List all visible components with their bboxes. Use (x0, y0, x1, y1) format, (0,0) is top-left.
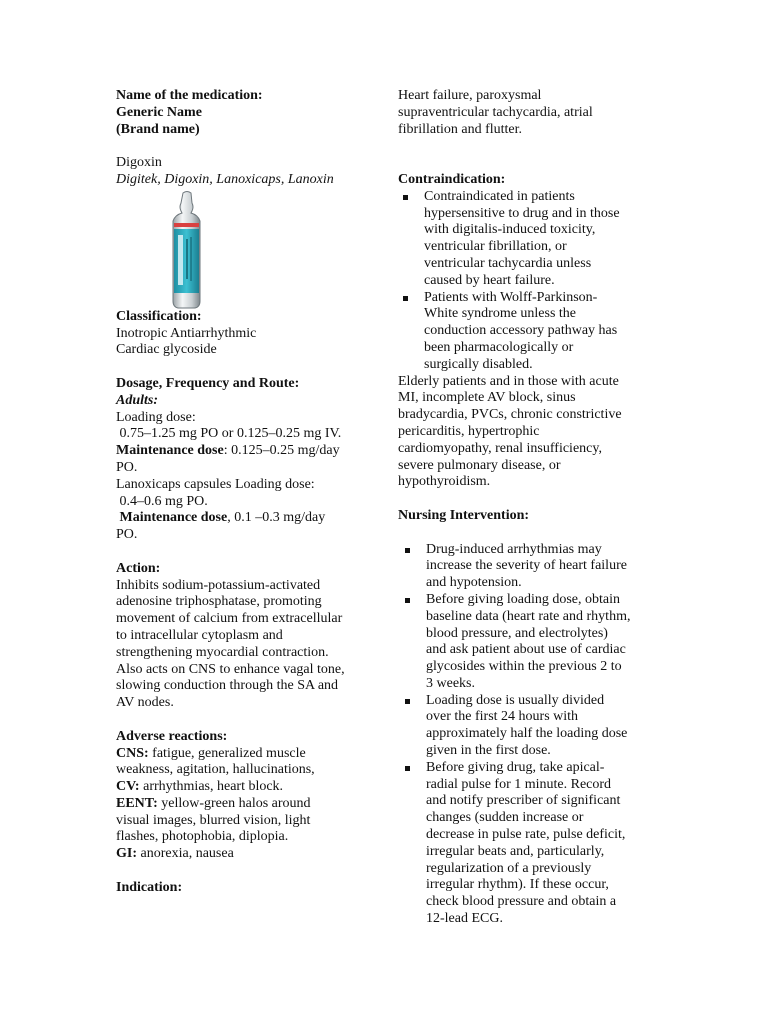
header-name-of-medication: Name of the medication: (116, 88, 263, 103)
contraindication-text: bradycardia, PVCs, chronic constrictive (398, 407, 622, 423)
eent-label: EENT: (116, 795, 158, 811)
contraindication-list (398, 189, 660, 374)
generic-name-value: Digoxin (116, 155, 162, 171)
list-item-line: Before giving loading dose, obtain (426, 591, 621, 607)
cns-text-cont: weakness, agitation, hallucinations, (116, 762, 315, 778)
list-item-line: Contraindicated in patients (424, 188, 575, 204)
list-item (398, 760, 660, 928)
list-item-line: Before giving drug, take apical- (426, 759, 605, 775)
list-item-line: and ask patient about use of cardiac (426, 642, 626, 658)
indication-text: supraventricular tachycardia, atrial (398, 104, 593, 120)
classification-line: Cardiac glycoside (116, 342, 217, 358)
action-line: strengthening myocardial contraction. (116, 644, 329, 660)
adverse-heading: Adverse reactions: (116, 728, 228, 744)
list-item-line: 12-lead ECG. (426, 911, 503, 927)
nursing-heading: Nursing Intervention: (398, 507, 530, 523)
cns-text: fatigue, generalized muscle (148, 745, 306, 761)
action-line: Also acts on CNS to enhance vagal tone, (116, 661, 345, 677)
maintenance-dose-2-value: , 0.1 –0.3 mg/day (227, 510, 326, 526)
list-item-line: hypersensitive to drug and in those (424, 205, 620, 221)
list-item-line: Patients with Wolff-Parkinson- (424, 289, 598, 305)
list-item-line: increase the severity of heart failure (426, 558, 627, 574)
contraindication-text: severe pulmonary disease, or (398, 457, 561, 473)
right-column (398, 88, 660, 928)
left-column (116, 88, 378, 897)
list-item-line: White syndrome unless the (424, 306, 577, 322)
contraindication-text: hypothyroidism. (398, 474, 491, 490)
header-brand-name: (Brand name) (116, 121, 200, 137)
list-item-line: blood pressure, and electrolytes) (426, 625, 608, 641)
action-line: to intracellular cytoplasm and (116, 627, 283, 643)
indication-text: Heart failure, paroxysmal (398, 88, 542, 103)
cns-label: CNS: (116, 745, 149, 761)
list-item-line: caused by heart failure. (424, 272, 555, 288)
gi-text: anorexia, nausea (137, 846, 234, 862)
nursing-list (398, 542, 660, 928)
list-item-line: and notify prescriber of significant (426, 793, 621, 809)
cv-label: CV: (116, 779, 140, 795)
contraindication-heading: Contraindication: (398, 171, 506, 187)
contraindication-text: Elderly patients and in those with acute (398, 373, 619, 389)
list-item-line: with digitalis-induced toxicity, (424, 222, 596, 238)
list-item-line: over the first 24 hours with (426, 709, 579, 725)
list-item-line: Drug-induced arrhythmias may (426, 541, 602, 557)
list-item (398, 290, 660, 374)
loading-dose-value: 0.75–1.25 mg PO or 0.125–0.25 mg IV. (116, 426, 342, 442)
indication-heading: Indication: (116, 879, 183, 895)
list-item-line: ventricular tachycardia unless (424, 255, 592, 271)
list-item-line: regularization of a previously (426, 860, 592, 876)
eent-text-cont: visual images, blurred vision, light (116, 812, 311, 828)
list-item-line: been pharmacologically or (424, 339, 574, 355)
classification-line: Inotropic Antiarrhythmic (116, 325, 257, 341)
ampoule-icon (116, 189, 378, 309)
list-item-line: approximately half the loading dose (426, 726, 628, 742)
lanoxicaps-value: 0.4–0.6 mg PO. (116, 493, 208, 509)
maintenance-dose-2-label: Maintenance dose (116, 510, 228, 526)
eent-text: yellow-green halos around (157, 795, 311, 811)
cv-text: arrhythmias, heart block. (139, 779, 284, 795)
indication-text: fibrillation and flutter. (398, 121, 523, 137)
list-item-line: irregular beats and, particularly, (426, 843, 605, 859)
list-item-line: conduction accessory pathway has (424, 323, 618, 339)
list-item (398, 189, 660, 290)
action-line: adenosine triphosphatase, promoting (116, 594, 322, 610)
gi-label: GI: (116, 846, 137, 862)
list-item (398, 542, 660, 592)
list-item-line: glycosides within the previous 2 to (426, 659, 622, 675)
list-item-line: given in the first dose. (426, 743, 551, 759)
list-item-line: and hypotension. (426, 575, 522, 591)
adults-label: Adults: (116, 392, 159, 408)
list-item-line: irregular rhythm). If these occur, (426, 877, 609, 893)
lanoxicaps-line: Lanoxicaps capsules Loading dose: (116, 476, 315, 492)
classification-heading: Classification: (116, 308, 202, 324)
action-line: Inhibits sodium-potassium-activated (116, 577, 321, 593)
loading-dose-label: Loading dose: (116, 409, 196, 425)
maintenance-dose-label: Maintenance dose (116, 443, 224, 459)
list-item-line: changes (sudden increase or (426, 810, 584, 826)
list-item (398, 693, 660, 760)
contraindication-text: pericarditis, hypertrophic (398, 423, 540, 439)
list-item-line: radial pulse for 1 minute. Record (426, 776, 612, 792)
header-generic-name: Generic Name (116, 104, 202, 120)
maintenance-dose-value-cont: PO. (116, 459, 138, 475)
brand-names-value: Digitek, Digoxin, Lanoxicaps, Lanoxin (116, 171, 334, 187)
maintenance-dose-value: : 0.125–0.25 mg/day (223, 443, 340, 459)
action-line: AV nodes. (116, 695, 174, 711)
dosage-heading: Dosage, Frequency and Route: (116, 375, 300, 391)
list-item (398, 592, 660, 693)
contraindication-text: MI, incomplete AV block, sinus (398, 390, 576, 406)
list-item-line: baseline data (heart rate and rhythm, (426, 608, 631, 624)
list-item-line: Loading dose is usually divided (426, 692, 605, 708)
list-item-line: check blood pressure and obtain a (426, 894, 617, 910)
list-item-line: ventricular fibrillation, or (424, 239, 567, 255)
list-item-line: 3 weeks. (426, 675, 475, 691)
list-item-line: surgically disabled. (424, 356, 533, 372)
eent-text-cont: flashes, photophobia, diplopia. (116, 829, 289, 845)
maintenance-dose-2-value-cont: PO. (116, 527, 138, 543)
action-line: movement of calcium from extracellular (116, 611, 343, 627)
contraindication-text: cardiomyopathy, renal insufficiency, (398, 440, 602, 456)
action-line: slowing conduction through the SA and (116, 678, 339, 694)
action-heading: Action: (116, 560, 161, 576)
list-item-line: decrease in pulse rate, pulse deficit, (426, 827, 626, 843)
